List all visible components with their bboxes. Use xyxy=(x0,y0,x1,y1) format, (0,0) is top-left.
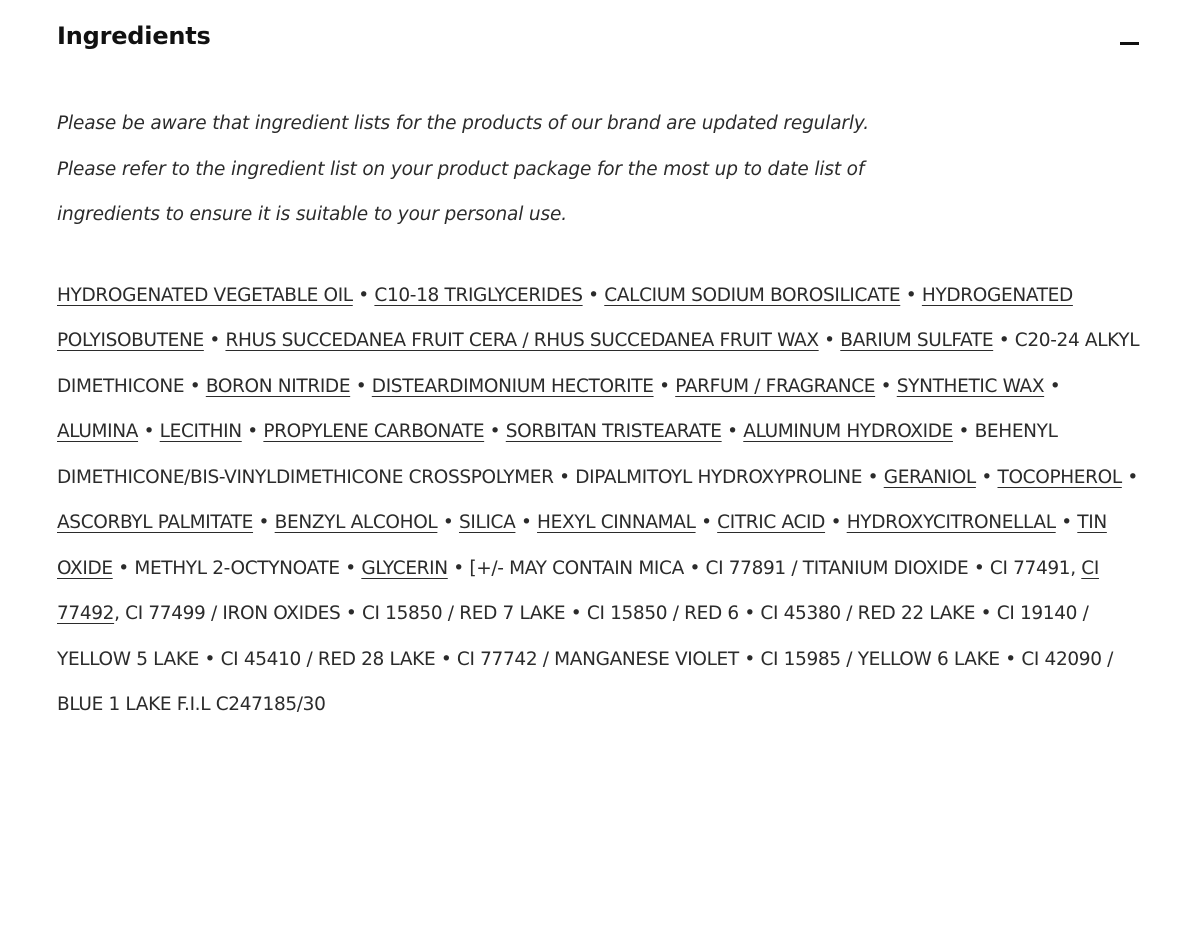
ingredient-separator-text: • xyxy=(653,375,676,397)
ingredient-separator-text: • xyxy=(721,421,744,442)
ingredient-separator-text: • METHYL 2-OCTYNOATE • xyxy=(112,557,362,579)
ingredient-link[interactable]: CI 77492 xyxy=(57,557,1099,624)
ingredient-separator-text: • xyxy=(241,421,264,442)
ingredient-link[interactable]: PARFUM / FRAGRANCE xyxy=(675,375,876,397)
ingredient-separator-text: • xyxy=(352,284,375,306)
ingredient-link[interactable]: HEXYL CINNAMAL xyxy=(537,512,696,533)
ingredient-separator-text: • xyxy=(900,284,922,306)
ingredient-separator-text: • xyxy=(138,421,160,442)
ingredient-list xyxy=(57,273,1142,728)
ingredient-link[interactable]: GLYCERIN xyxy=(361,557,448,579)
ingredient-link[interactable]: GERANIOL xyxy=(883,466,976,488)
ingredient-separator-text: • xyxy=(1121,466,1138,488)
ingredient-link[interactable]: HYDROGENATED POLYISOBUTENE xyxy=(57,284,1073,351)
ingredient-separator-text: • xyxy=(253,512,275,533)
ingredient-link[interactable]: BENZYL ALCOHOL xyxy=(274,512,438,533)
ingredient-link[interactable]: SORBITAN TRISTEARATE xyxy=(505,421,722,442)
ingredient-separator-text: • xyxy=(437,512,459,533)
ingredient-separator-text: • xyxy=(825,512,847,533)
ingredient-link[interactable]: HYDROGENATED VEGETABLE OIL xyxy=(57,284,353,306)
ingredient-link[interactable]: SYNTHETIC WAX xyxy=(896,375,1045,397)
ingredient-separator-text: • xyxy=(695,512,718,533)
ingredient-separator-text: • xyxy=(875,375,897,397)
ingredient-separator-text: • xyxy=(203,330,226,351)
ingredient-link[interactable]: DISTEARDIMONIUM HECTORITE xyxy=(371,375,654,397)
ingredient-separator-text: , CI 77499 / IRON OXIDES • CI 15850 / RED 7 LAKE • CI 15850 / RED 6 • CI 45380 / RED 22 LAKE • CI 19140 / YELLOW 5 LAKE • CI 45410 / RED 28 LAKE • CI 77742 / MANGANESE VIOLET • CI 15985 / YELLOW 6 LAKE • CI 42090 / BLUE 1 LAKE F.I.L C247185/30 xyxy=(57,603,1114,715)
ingredient-link[interactable]: BARIUM SULFATE xyxy=(840,330,994,351)
ingredient-link[interactable]: CITRIC ACID xyxy=(717,512,826,533)
ingredient-disclaimer: Please be aware that ingredient lists for the products of our brand are updated regularly. Please refer to the ingredient list on your product package for the most up to date list of ingredients to ensure it is suitable to your personal use. xyxy=(57,113,869,225)
ingredient-separator-text: • xyxy=(350,375,372,397)
ingredient-link[interactable]: C10-18 TRIGLYCERIDES xyxy=(374,284,583,306)
ingredient-link[interactable]: SILICA xyxy=(458,512,516,533)
ingredient-separator-text: • [+/- MAY CONTAIN MICA • CI 77891 / TITANIUM DIOXIDE • CI 77491, xyxy=(447,557,1082,579)
ingredient-separator-text: • xyxy=(1044,375,1061,397)
ingredient-link[interactable]: RHUS SUCCEDANEA FRUIT CERA / RHUS SUCCEDANEA FRUIT WAX xyxy=(225,330,819,351)
accordion-title: Ingredients xyxy=(57,22,211,50)
ingredient-link[interactable]: ASCORBYL PALMITATE xyxy=(57,512,254,533)
ingredient-link[interactable]: PROPYLENE CARBONATE xyxy=(263,421,485,442)
ingredient-separator-text: • BEHENYL DIMETHICONE/BIS-VINYLDIMETHICONE CROSSPOLYMER • DIPALMITOYL HYDROXYPROLINE • xyxy=(57,421,1058,488)
ingredient-link[interactable]: LECITHIN xyxy=(159,421,242,442)
ingredient-separator-text: • C20-24 ALKYL DIMETHICONE • xyxy=(57,330,1140,397)
ingredient-separator-text: • xyxy=(1055,512,1078,533)
collapse-minus-icon[interactable] xyxy=(1120,42,1139,45)
accordion-header[interactable] xyxy=(57,0,1141,80)
ingredient-separator-text: • xyxy=(818,330,841,351)
ingredient-link[interactable]: CALCIUM SODIUM BOROSILICATE xyxy=(604,284,901,306)
ingredient-link[interactable]: ALUMINA xyxy=(57,421,139,442)
ingredient-separator-text: • xyxy=(515,512,538,533)
ingredient-separator-text: • xyxy=(582,284,605,306)
ingredient-separator-text: • xyxy=(975,466,998,488)
ingredient-separator-text: • xyxy=(484,421,506,442)
ingredient-link[interactable]: BORON NITRIDE xyxy=(205,375,351,397)
ingredient-link[interactable]: ALUMINUM HYDROXIDE xyxy=(743,421,953,442)
ingredient-link[interactable]: TIN OXIDE xyxy=(57,512,1107,579)
ingredient-link[interactable]: TOCOPHEROL xyxy=(997,466,1122,488)
ingredient-link[interactable]: HYDROXYCITRONELLAL xyxy=(846,512,1056,533)
